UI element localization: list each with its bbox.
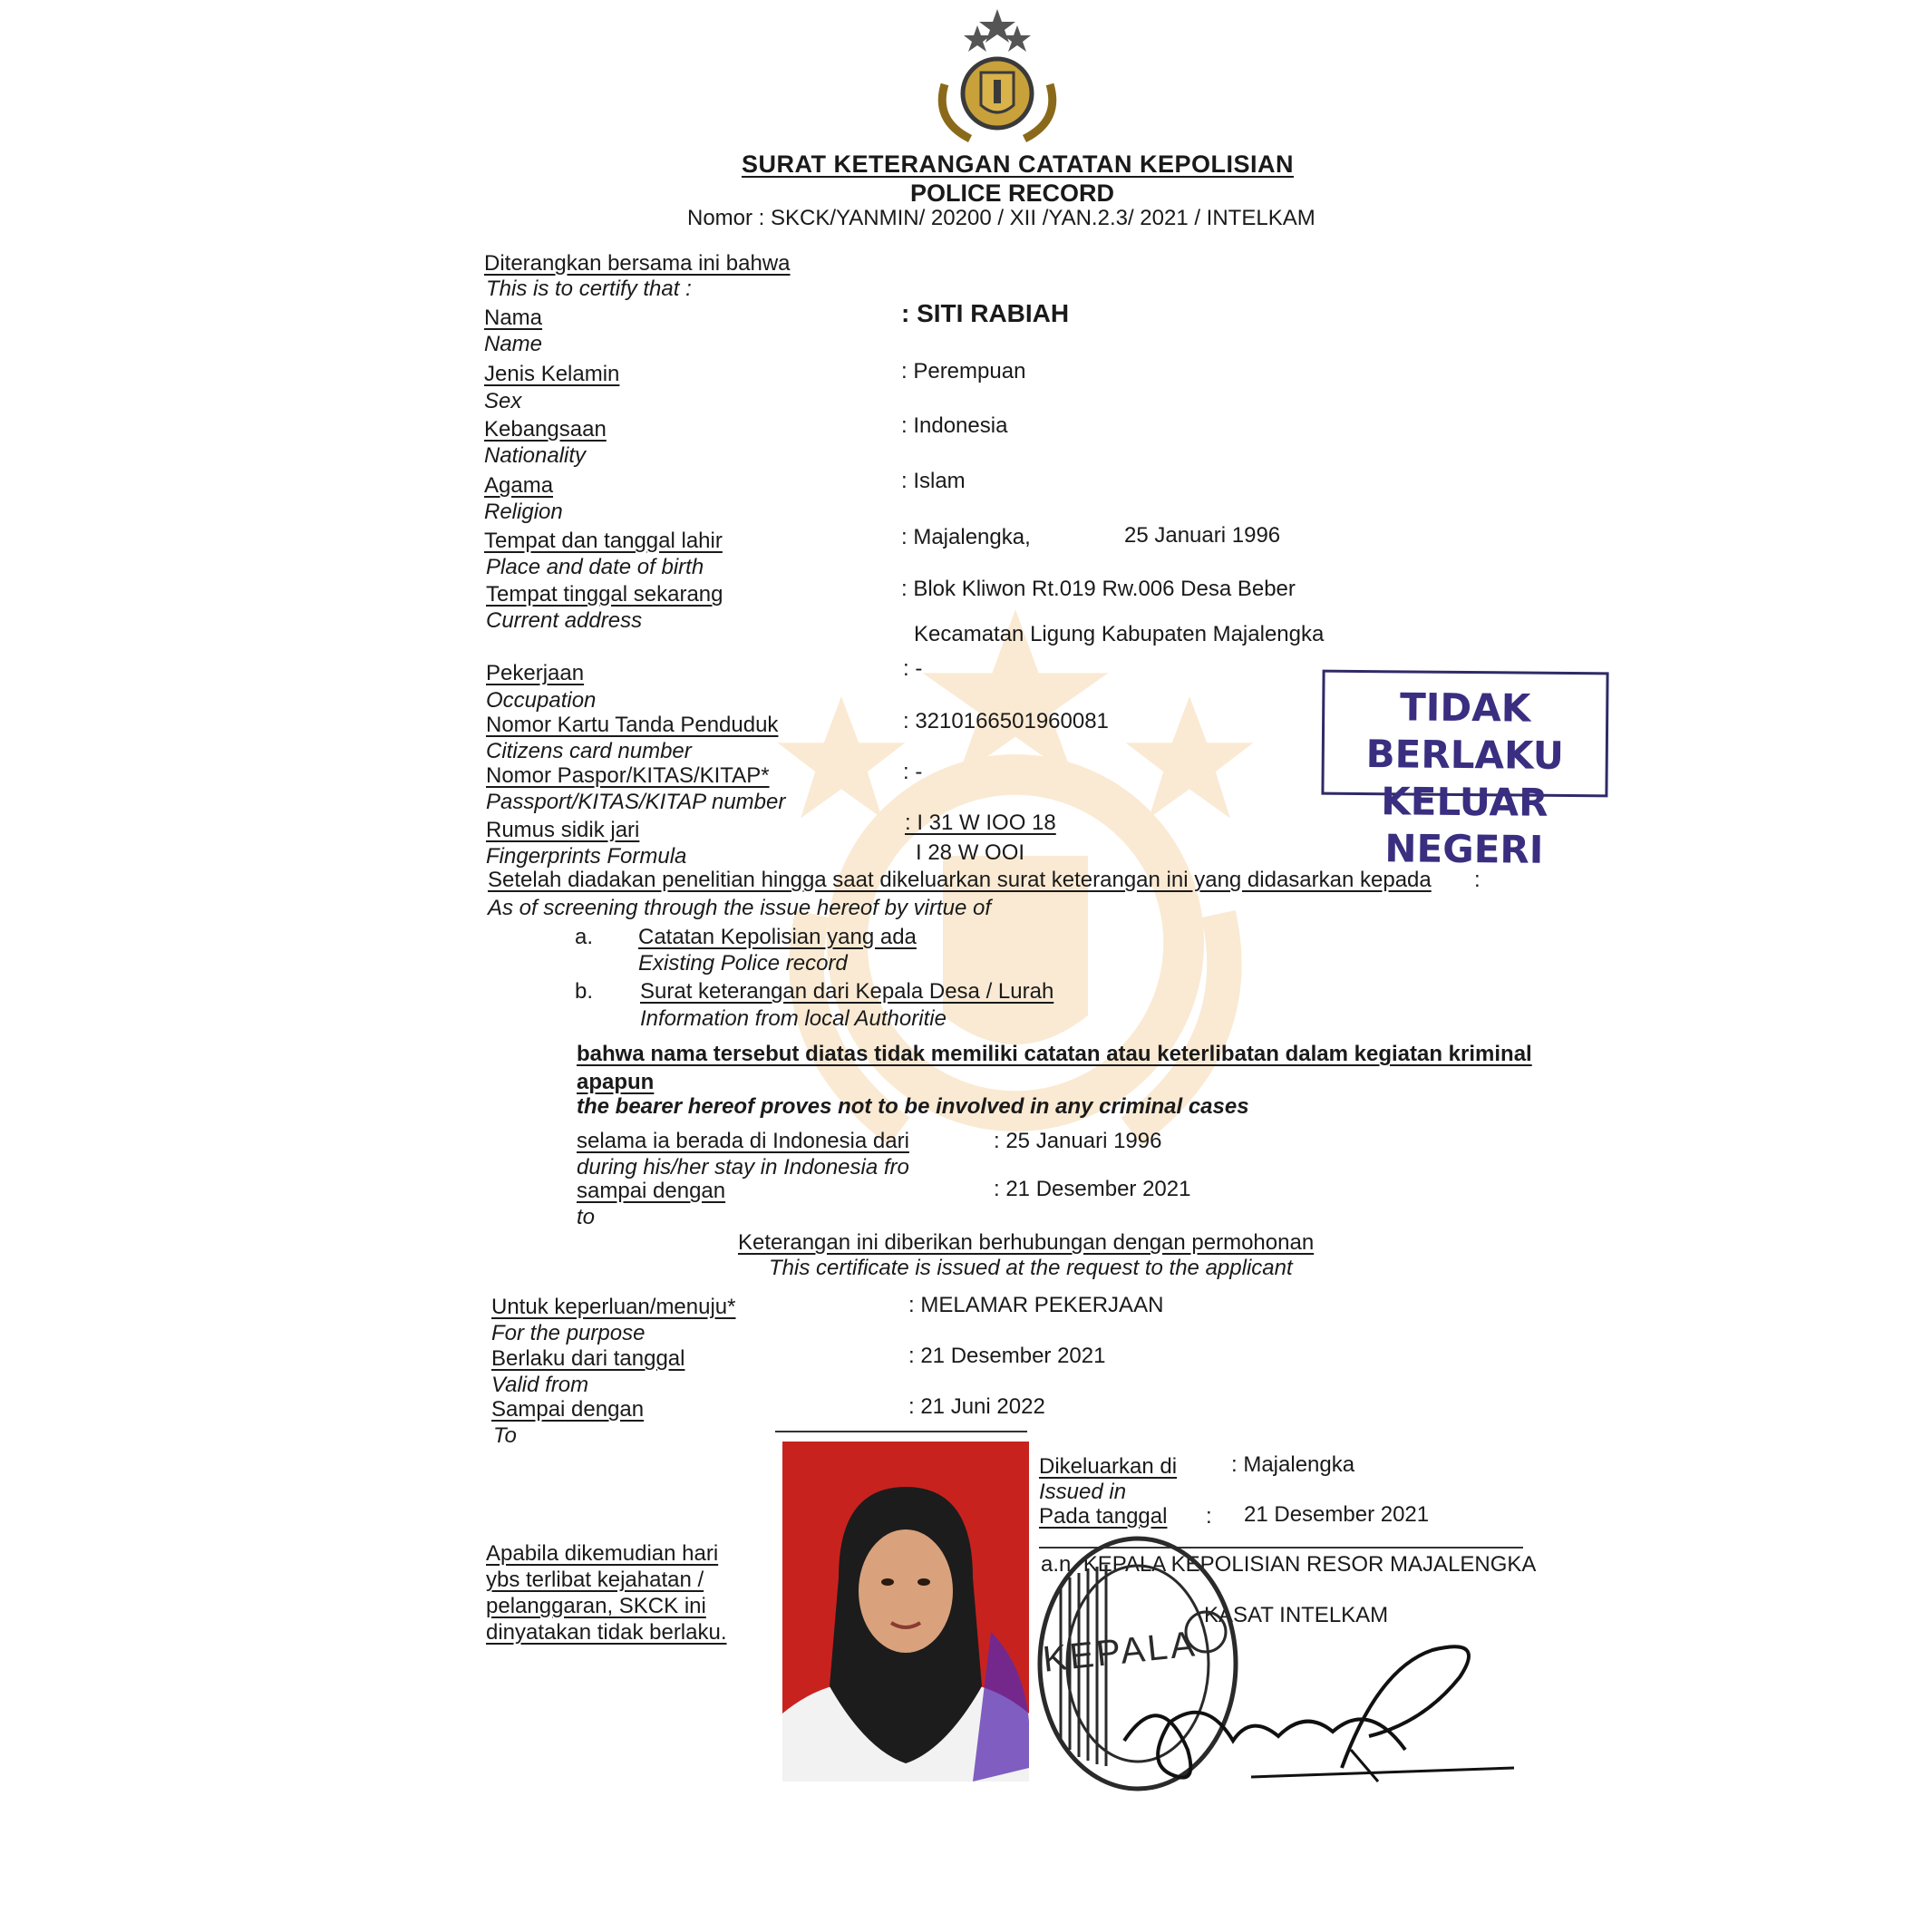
statement-id-line2: apapun: [577, 1070, 655, 1094]
screening-item-a-en: Existing Police record: [638, 951, 848, 976]
passport-value: : -: [903, 760, 923, 784]
sex-value: : Perempuan: [901, 359, 1026, 383]
warning-line4: dinyatakan tidak berlaku.: [486, 1620, 727, 1645]
sex-label-en: Sex: [484, 389, 522, 413]
valid-from-value: : 21 Desember 2021: [908, 1344, 1106, 1368]
intro-id: Diterangkan bersama ini bahwa: [484, 251, 791, 276]
fingerprint-label-en: Fingerprints Formula: [486, 844, 687, 869]
religion-label-en: Religion: [484, 500, 563, 524]
screening-item-b-en: Information from local Authoritie: [640, 1006, 947, 1031]
fingerprint-label: Rumus sidik jari: [486, 818, 640, 842]
valid-from-label-en: Valid from: [491, 1373, 589, 1397]
birth-place-value: : Majalengka,: [901, 525, 1031, 549]
stamp-line1: TIDAK BERLAKU: [1365, 684, 1565, 778]
issued-place-label-en: Issued in: [1039, 1480, 1127, 1504]
valid-from-label: Berlaku dari tanggal: [491, 1346, 685, 1371]
stay-from-label-en: during his/her stay in Indonesia fro: [577, 1155, 909, 1180]
passport-label: Nomor Paspor/KITAS/KITAP*: [486, 763, 770, 788]
issued-date-label: Pada tanggal: [1039, 1504, 1168, 1529]
document-title: SURAT KETERANGAN CATATAN KEPOLISIAN: [742, 150, 1294, 178]
applicant-photo: [782, 1442, 1029, 1782]
issued-date-value: 21 Desember 2021: [1244, 1502, 1430, 1527]
screening-id: Setelah diadakan penelitian hingga saat dikeluarkan surat keterangan ini yang didasarkan kepada: [488, 868, 1432, 892]
stay-to-value: : 21 Desember 2021: [994, 1177, 1191, 1201]
issuing-position: KASAT INTELKAM: [1204, 1603, 1389, 1627]
occupation-label: Pekerjaan: [486, 661, 585, 685]
birth-date-value: 25 Januari 1996: [1124, 523, 1281, 548]
issued-place-label: Dikeluarkan di: [1039, 1454, 1178, 1479]
applicant-portrait: [782, 1442, 1029, 1782]
name-label: Nama: [484, 306, 543, 330]
intro-en: This is to certify that :: [486, 277, 692, 301]
screening-item-b-mark: b.: [575, 979, 594, 1004]
stay-from-label: selama ia berada di Indonesia dari: [577, 1129, 909, 1153]
purpose-label-en: For the purpose: [491, 1321, 646, 1345]
stamp-line2: KELUAR NEGERI: [1381, 779, 1549, 872]
birth-label: Tempat dan tanggal lahir: [484, 529, 723, 553]
address-label-en: Current address: [486, 608, 643, 633]
issued-date-colon: :: [1206, 1504, 1212, 1529]
purpose-label: Untuk keperluan/menuju*: [491, 1295, 736, 1319]
document-number: Nomor : SKCK/YANMIN/ 20200 / XII /YAN.2.3/ 2021 / INTELKAM: [687, 206, 1316, 230]
statement-en: the bearer hereof proves not to be involved in any criminal cases: [577, 1094, 1249, 1119]
stay-to-label-en: to: [577, 1205, 596, 1229]
warning-line3: pelanggaran, SKCK ini: [486, 1594, 706, 1618]
occupation-value: : -: [903, 656, 923, 681]
request-en: This certificate is issued at the request to the applicant: [769, 1256, 1293, 1280]
nationality-label-en: Nationality: [484, 443, 587, 468]
document-subtitle: POLICE RECORD: [910, 180, 1115, 207]
handwritten-signature: [1106, 1614, 1532, 1795]
stay-from-value: : 25 Januari 1996: [994, 1129, 1162, 1153]
screening-item-b-id: Surat keterangan dari Kepala Desa / Lurah: [640, 979, 1054, 1004]
ktp-value: : 3210166501960081: [903, 709, 1109, 733]
stay-to-label: sampai dengan: [577, 1179, 726, 1203]
valid-until-label-en: To: [493, 1423, 517, 1448]
separator-line: [775, 1431, 1027, 1432]
ktp-label-en: Citizens card number: [486, 739, 692, 763]
valid-until-label: Sampai dengan: [491, 1397, 645, 1422]
warning-line2: ybs terlibat kejahatan /: [486, 1568, 704, 1592]
sex-label: Jenis Kelamin: [484, 362, 620, 386]
birth-label-en: Place and date of birth: [486, 555, 704, 579]
screening-en: As of screening through the issue hereof by virtue of: [488, 896, 991, 920]
fingerprint-value-line1: : I 31 W IOO 18: [905, 811, 1056, 835]
religion-value: : Islam: [901, 469, 966, 493]
address-label: Tempat tinggal sekarang: [486, 582, 723, 607]
valid-until-value: : 21 Juni 2022: [908, 1394, 1045, 1419]
passport-label-en: Passport/KITAS/KITAP number: [486, 790, 786, 814]
nationality-value: : Indonesia: [901, 413, 1008, 438]
request-id: Keterangan ini diberikan berhubungan dengan permohonan: [738, 1230, 1315, 1255]
name-label-en: Name: [484, 332, 543, 356]
address-value-line1: : Blok Kliwon Rt.019 Rw.006 Desa Beber: [901, 577, 1296, 601]
screening-colon: :: [1474, 868, 1481, 892]
name-value: : SITI RABIAH: [901, 299, 1070, 327]
issued-place-value: : Majalengka: [1231, 1452, 1355, 1477]
not-valid-abroad-stamp: [1321, 670, 1608, 872]
screening-item-a-mark: a.: [575, 925, 594, 949]
nationality-label: Kebangsaan: [484, 417, 607, 442]
issuing-authority: a.n. KEPALA KEPOLISIAN RESOR MAJALENGKA: [1041, 1552, 1537, 1577]
address-value-line2: Kecamatan Ligung Kabupaten Majalengka: [914, 622, 1325, 646]
warning-line1: Apabila dikemudian hari: [486, 1541, 719, 1566]
religion-label: Agama: [484, 473, 554, 498]
police-emblem-logo: [925, 7, 1070, 143]
statement-id-line1: bahwa nama tersebut diatas tidak memiliki catatan atau keterlibatan dalam kegiatan kriminal: [577, 1042, 1532, 1066]
screening-item-a-id: Catatan Kepolisian yang ada: [638, 925, 917, 949]
occupation-label-en: Occupation: [486, 688, 597, 713]
seal-label: KEPALA: [1041, 1624, 1199, 1680]
fingerprint-value-line2: I 28 W OOI: [916, 840, 1025, 865]
purpose-value: : MELAMAR PEKERJAAN: [908, 1293, 1164, 1317]
ktp-label: Nomor Kartu Tanda Penduduk: [486, 713, 779, 737]
